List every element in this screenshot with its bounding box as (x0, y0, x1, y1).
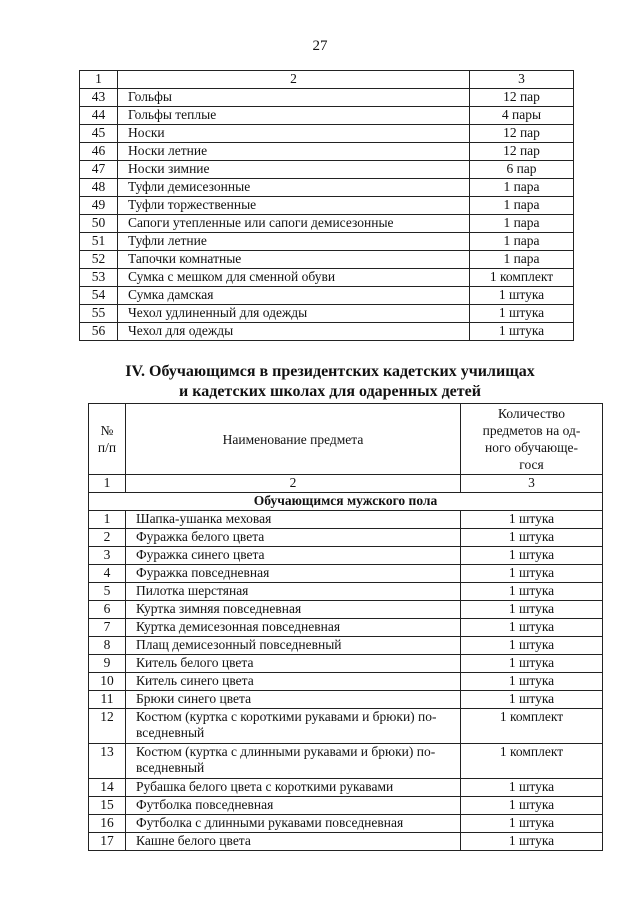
page-number: 27 (312, 38, 328, 54)
item-quantity: 1 штука (461, 691, 603, 709)
header-quantity-line: ного обучающе- (485, 440, 578, 455)
table-row (80, 161, 574, 179)
table-row (89, 744, 603, 779)
row-number: 16 (89, 815, 126, 833)
col-number-2: 2 (126, 475, 461, 493)
section-title (90, 362, 570, 402)
item-quantity: 1 штука (470, 323, 574, 341)
row-number: 14 (89, 779, 126, 797)
item-quantity: 1 пара (470, 215, 574, 233)
item-name: Футболка повседневная (126, 797, 461, 815)
table-row (80, 197, 574, 215)
item-quantity: 1 штука (470, 305, 574, 323)
item-quantity: 1 пара (470, 179, 574, 197)
item-quantity: 1 штука (461, 797, 603, 815)
row-number: 54 (80, 287, 118, 305)
header-number-line: п/п (97, 440, 117, 455)
row-number: 51 (80, 233, 118, 251)
table-row (80, 107, 574, 125)
header-quantity-line: предметов на од- (482, 423, 581, 438)
table-row (89, 691, 603, 709)
row-number: 10 (89, 673, 126, 691)
item-quantity: 1 пара (470, 251, 574, 269)
table-row (80, 143, 574, 161)
row-number: 3 (89, 547, 126, 565)
row-number: 49 (80, 197, 118, 215)
item-quantity: 12 пар (470, 89, 574, 107)
row-number: 50 (80, 215, 118, 233)
item-name: Плащ демисезонный повседневный (126, 637, 461, 655)
item-name: Куртка зимняя повседневная (126, 601, 461, 619)
item-name: Шапка-ушанка меховая (126, 511, 461, 529)
row-number: 4 (89, 565, 126, 583)
item-quantity: 1 комплект (461, 709, 603, 744)
item-name: Чехол для одежды (118, 323, 470, 341)
table-row (89, 833, 603, 851)
table-row (80, 215, 574, 233)
table-row (89, 637, 603, 655)
table-row (80, 89, 574, 107)
item-name: Сумка дамская (118, 287, 470, 305)
item-quantity: 1 штука (461, 655, 603, 673)
table-row (89, 529, 603, 547)
table-header-row (89, 404, 603, 475)
item-name: Фуражка белого цвета (126, 529, 461, 547)
item-name: Сумка с мешком для сменной обуви (118, 269, 470, 287)
item-name: Китель синего цвета (126, 673, 461, 691)
row-number: 43 (80, 89, 118, 107)
item-name: Фуражка повседневная (126, 565, 461, 583)
item-name: Пилотка шерстяная (126, 583, 461, 601)
item-name: Туфли летние (118, 233, 470, 251)
row-number: 5 (89, 583, 126, 601)
item-name: Носки зимние (118, 161, 470, 179)
table-row (89, 797, 603, 815)
row-number: 15 (89, 797, 126, 815)
cadet-schools-table (88, 403, 603, 851)
row-number: 13 (89, 744, 126, 779)
table-row (80, 251, 574, 269)
row-number: 56 (80, 323, 118, 341)
row-number: 8 (89, 637, 126, 655)
item-quantity: 1 штука (461, 565, 603, 583)
item-quantity: 1 штука (461, 547, 603, 565)
header-quantity-line: гося (519, 457, 544, 472)
column-number-row (89, 475, 603, 493)
table-row (80, 125, 574, 143)
row-number: 55 (80, 305, 118, 323)
table-row (89, 655, 603, 673)
item-quantity: 1 комплект (470, 269, 574, 287)
row-number: 44 (80, 107, 118, 125)
table-row (89, 673, 603, 691)
table-row (89, 601, 603, 619)
item-name: Чехол удлиненный для одежды (118, 305, 470, 323)
row-number: 7 (89, 619, 126, 637)
col-number-1: 1 (89, 475, 126, 493)
item-name: Брюки синего цвета (126, 691, 461, 709)
col-number-3: 3 (461, 475, 603, 493)
item-name: Гольфы теплые (118, 107, 470, 125)
subheader-row (89, 493, 603, 511)
item-name: Носки (118, 125, 470, 143)
item-name (126, 709, 461, 744)
item-name: Китель белого цвета (126, 655, 461, 673)
table-row (89, 619, 603, 637)
header-number-line: № (100, 423, 114, 438)
table-row (80, 179, 574, 197)
item-quantity: 1 штука (470, 287, 574, 305)
row-number: 6 (89, 601, 126, 619)
item-quantity: 12 пар (470, 143, 574, 161)
item-name-line: Костюм (куртка с короткими рукавами и брюки) по- (136, 709, 437, 724)
item-name: Туфли торжественные (118, 197, 470, 215)
item-quantity: 1 штука (461, 619, 603, 637)
item-quantity: 12 пар (470, 125, 574, 143)
col-number-2: 2 (118, 71, 470, 89)
table-row (80, 269, 574, 287)
item-quantity: 1 штука (461, 779, 603, 797)
item-name: Рубашка белого цвета с короткими рукавами (126, 779, 461, 797)
row-number: 46 (80, 143, 118, 161)
item-quantity: 1 штука (461, 511, 603, 529)
header-quantity-line: Количество (498, 406, 565, 421)
table-row (80, 233, 574, 251)
item-quantity: 1 пара (470, 197, 574, 215)
row-number: 17 (89, 833, 126, 851)
item-quantity: 1 штука (461, 583, 603, 601)
subheader-male: Обучающимся мужского пола (89, 493, 603, 511)
item-quantity: 1 штука (461, 673, 603, 691)
item-name: Кашне белого цвета (126, 833, 461, 851)
item-quantity: 1 комплект (461, 744, 603, 779)
item-name: Носки летние (118, 143, 470, 161)
item-quantity: 1 штука (461, 637, 603, 655)
item-name-line: вседневный (136, 725, 205, 740)
table-row (89, 583, 603, 601)
item-quantity: 1 пара (470, 233, 574, 251)
table-row (89, 709, 603, 744)
item-name: Фуражка синего цвета (126, 547, 461, 565)
row-number: 12 (89, 709, 126, 744)
row-number: 52 (80, 251, 118, 269)
item-quantity: 1 штука (461, 833, 603, 851)
table-row (80, 287, 574, 305)
item-quantity: 6 пар (470, 161, 574, 179)
column-number-row (80, 71, 574, 89)
item-quantity: 1 штука (461, 529, 603, 547)
header-quantity (461, 404, 603, 475)
table-row (80, 323, 574, 341)
header-item-name: Наименование предмета (126, 404, 461, 475)
table-row (80, 305, 574, 323)
section-title-line-1: IV. Обучающимся в президентских кадетских училищах (125, 363, 535, 380)
row-number: 45 (80, 125, 118, 143)
item-name: Туфли демисезонные (118, 179, 470, 197)
row-number: 2 (89, 529, 126, 547)
item-quantity: 1 штука (461, 815, 603, 833)
row-number: 9 (89, 655, 126, 673)
table-row (89, 547, 603, 565)
clothing-table-continued (79, 70, 574, 341)
item-name-line: вседневный (136, 760, 205, 775)
header-number (89, 404, 126, 475)
item-name: Гольфы (118, 89, 470, 107)
item-name-line: Костюм (куртка с длинными рукавами и брюки) по- (136, 744, 436, 759)
table-row (89, 815, 603, 833)
item-name: Футболка с длинными рукавами повседневная (126, 815, 461, 833)
row-number: 48 (80, 179, 118, 197)
row-number: 1 (89, 511, 126, 529)
table-row (89, 565, 603, 583)
item-name (126, 744, 461, 779)
table-row (89, 779, 603, 797)
col-number-3: 3 (470, 71, 574, 89)
row-number: 47 (80, 161, 118, 179)
table-row (89, 511, 603, 529)
section-title-line-2: и кадетских школах для одаренных детей (179, 383, 481, 400)
item-name: Куртка демисезонная повседневная (126, 619, 461, 637)
item-quantity: 1 штука (461, 601, 603, 619)
item-name: Сапоги утепленные или сапоги демисезонные (118, 215, 470, 233)
row-number: 11 (89, 691, 126, 709)
item-quantity: 4 пары (470, 107, 574, 125)
col-number-1: 1 (80, 71, 118, 89)
item-name: Тапочки комнатные (118, 251, 470, 269)
row-number: 53 (80, 269, 118, 287)
